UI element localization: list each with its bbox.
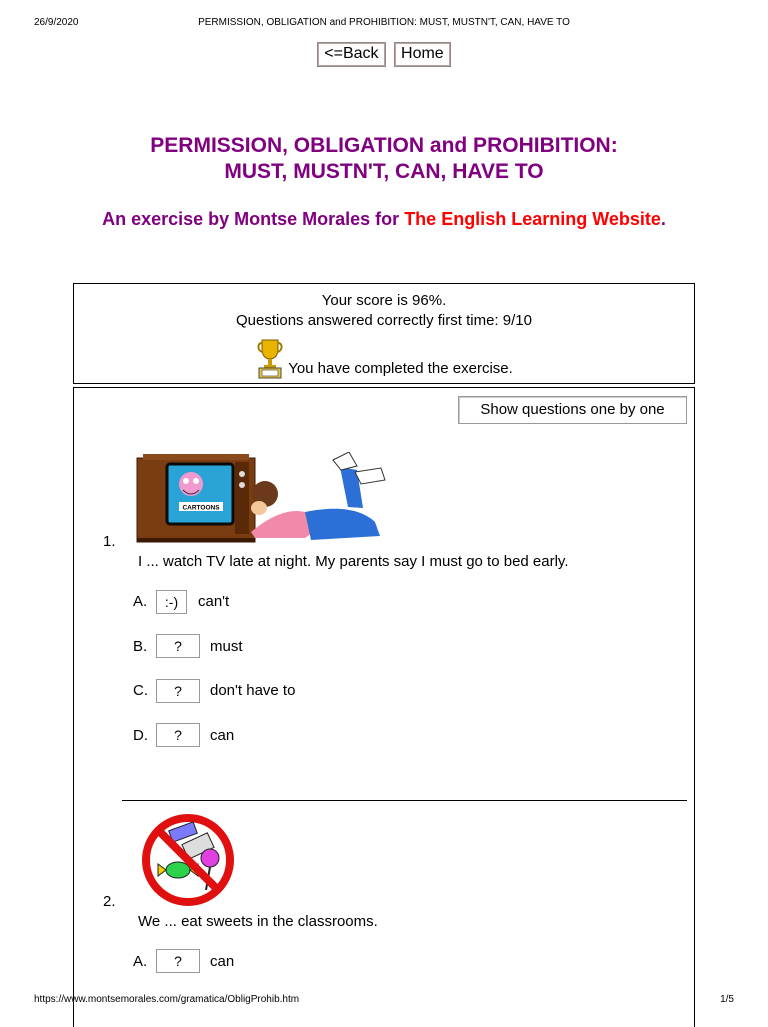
question-divider xyxy=(122,800,687,801)
score-text: Your score is 96%. xyxy=(321,292,447,309)
option-label: don't have to xyxy=(210,682,296,699)
page-title xyxy=(0,133,768,185)
print-url: https://www.montsemorales.com/gramatica/ObligProhib.htm xyxy=(34,994,300,1005)
question-number: 2. xyxy=(103,893,116,910)
print-page-number: 1/5 xyxy=(720,994,734,1005)
page-title-line1: PERMISSION, OBLIGATION and PROHIBITION: xyxy=(150,134,618,157)
subtitle-suffix: . xyxy=(660,209,666,229)
option-label: must xyxy=(210,638,243,655)
print-page-title: PERMISSION, OBLIGATION and PROHIBITION: MUST, MUSTN'T, CAN, HAVE TO xyxy=(198,17,570,28)
subtitle-prefix: An exercise by Montse Morales for xyxy=(102,209,405,229)
option-label: can't xyxy=(198,593,230,610)
question-text: I ... watch TV late at night. My parents say I must go to bed early. xyxy=(138,553,569,570)
answer-button[interactable]: ? xyxy=(156,679,200,703)
completed-row xyxy=(74,337,694,379)
print-footer xyxy=(0,994,768,1008)
svg-text:CARTOONS: CARTOONS xyxy=(182,504,220,512)
no-sweets-sign xyxy=(134,812,242,908)
trophy-icon xyxy=(255,337,285,379)
question-text: We ... eat sweets in the classrooms. xyxy=(138,913,378,930)
page-title-line2: MUST, MUSTN'T, CAN, HAVE TO xyxy=(224,160,544,183)
option-letter: C. xyxy=(133,682,148,699)
answer-button[interactable]: :-) xyxy=(156,590,187,614)
answer-button[interactable]: ? xyxy=(156,723,200,747)
question-number: 1. xyxy=(103,533,116,550)
print-date: 26/9/2020 xyxy=(34,17,79,28)
show-one-by-one-button[interactable]: Show questions one by one xyxy=(458,396,687,424)
option-label: can xyxy=(210,953,235,970)
back-button[interactable]: <=Back xyxy=(317,42,385,67)
answer-button[interactable]: ? xyxy=(156,949,200,973)
site-link[interactable]: The English Learning Website xyxy=(404,209,661,229)
tv-cartoons-illustration xyxy=(135,452,397,544)
option-letter: D. xyxy=(133,727,148,744)
option-letter: A. xyxy=(133,953,148,970)
option-letter: A. xyxy=(133,593,148,610)
option-label: can xyxy=(210,727,235,744)
option-letter: B. xyxy=(133,638,148,655)
print-header xyxy=(0,17,768,31)
home-button[interactable]: Home xyxy=(394,42,451,67)
completed-text: You have completed the exercise. xyxy=(288,360,513,377)
score-panel xyxy=(73,283,695,384)
nav-bar xyxy=(0,42,768,67)
answered-text: Questions answered correctly first time: 9/10 xyxy=(236,312,532,329)
page-subtitle xyxy=(90,207,678,232)
answer-button[interactable]: ? xyxy=(156,634,200,658)
